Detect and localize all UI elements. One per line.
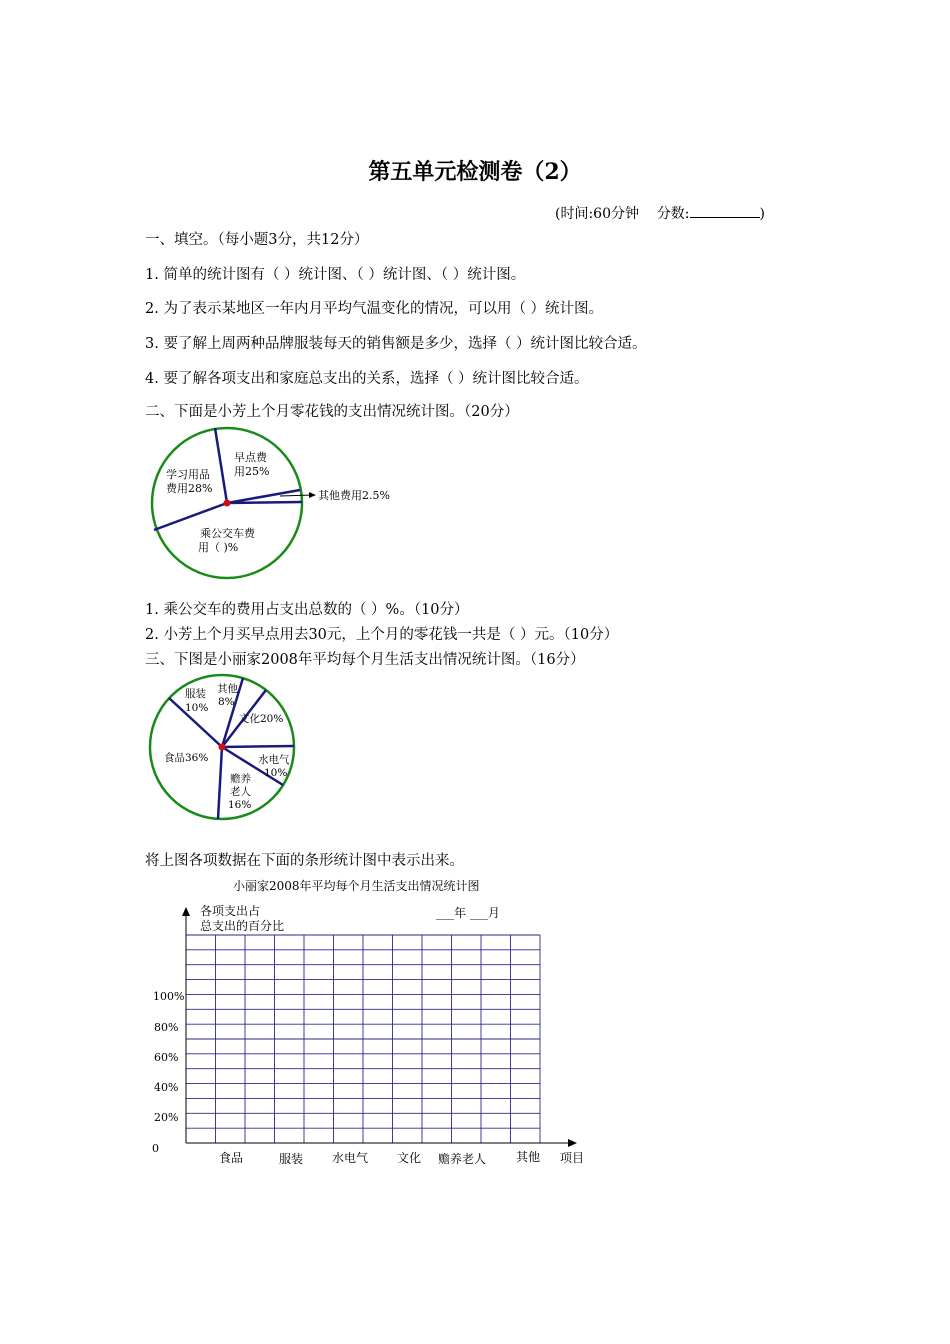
- x-axis-arrow: [568, 1139, 577, 1147]
- pie1-label-supplies-sub: 费用28%: [166, 482, 213, 495]
- pie1-label-breakfast-sub: 用25%: [234, 465, 270, 478]
- x-cat-culture: 文化: [397, 1151, 422, 1165]
- pie2-label-elderly-sub: 老人: [230, 786, 251, 798]
- section2-q1: 1. 乘公交车的费用占支出总数的（ ）%。（10分）: [145, 602, 469, 618]
- section1-heading: 一、填空。（每小题3分，共12分）: [145, 232, 369, 248]
- pie2-radius-6: [218, 747, 222, 819]
- pie1-label-other: 其他费用2.5%: [318, 489, 390, 502]
- x-cat-other: 其他: [516, 1150, 541, 1164]
- x-cat-utilities: 水电气: [332, 1151, 369, 1165]
- section1-q2: 2. 为了表示某地区一年内月平均气温变化的情况，可以用（ ）统计图。: [145, 301, 604, 317]
- date-label: ___年 ___月: [436, 906, 500, 920]
- x-axis-label: 项目: [560, 1151, 585, 1165]
- time-label: (时间:60分钟: [555, 206, 639, 222]
- pie1-label-supplies: 学习用品: [166, 468, 210, 481]
- pie1-leader-arrow: [309, 492, 316, 498]
- pie2-label-elderly: 赡养: [230, 773, 251, 785]
- y-tick-20: 20%: [154, 1111, 179, 1124]
- y-tick-40: 40%: [154, 1081, 179, 1094]
- y-tick-0: 0: [152, 1142, 159, 1155]
- section1-q4: 4. 要了解各项支出和家庭总支出的关系，选择（ ）统计图比较合适。: [145, 371, 589, 387]
- pie2-label-other-sub: 8%: [218, 696, 235, 708]
- pie1-radius-4: [154, 503, 227, 530]
- pie2-center-dot: [219, 744, 226, 751]
- pie-chart-living-expenses: [140, 670, 310, 830]
- section1-q1: 1. 简单的统计图有（ ）统计图、（ ）统计图、（ ）统计图。: [145, 267, 526, 283]
- time-score-line: [555, 203, 765, 223]
- score-blank[interactable]: [690, 203, 760, 218]
- pie2-label-utilities-sub: 10%: [264, 767, 288, 779]
- y-axis-label-2: 总支出的百分比: [200, 919, 285, 933]
- pie1-center-dot: [224, 500, 231, 507]
- y-tick-60: 60%: [154, 1051, 179, 1064]
- pie1-label-bus: 乘公交车费: [200, 527, 255, 540]
- y-axis-arrow: [182, 907, 190, 916]
- pie2-label-clothing: 服装: [185, 688, 206, 700]
- y-tick-100: 100%: [153, 990, 185, 1003]
- bar-chart-grid[interactable]: [140, 895, 600, 1175]
- page-title: 第五单元检测卷（2）: [368, 159, 582, 185]
- bar-chart-title: 小丽家2008年平均每个月生活支出情况统计图: [233, 879, 480, 893]
- section3-instruction: 将上图各项数据在下面的条形统计图中表示出来。: [145, 853, 464, 869]
- score-label: 分数:: [656, 206, 690, 222]
- y-tick-80: 80%: [154, 1021, 179, 1034]
- pie2-label-culture: 文化20%: [239, 713, 284, 725]
- pie1-leader-line: [280, 495, 313, 496]
- meta-close: ): [759, 206, 765, 222]
- pie2-radius-4: [222, 746, 294, 747]
- x-cat-food: 食品: [219, 1151, 244, 1165]
- y-axis-label-1: 各项支出占: [200, 904, 261, 918]
- section1-q3: 3. 要了解上周两种品牌服装每天的销售额是多少，选择（ ）统计图比较合适。: [145, 336, 647, 352]
- pie1-label-breakfast: 早点费: [234, 451, 267, 464]
- pie1-label-bus-sub: 用（ )%: [198, 541, 239, 554]
- bar-grid-lines: [186, 935, 540, 1143]
- pie2-label-clothing-sub: 10%: [185, 702, 209, 714]
- pie1-radius-1: [215, 428, 227, 503]
- section2-q2: 2. 小芳上个月买早点用去30元，上个月的零花钱一共是（ ）元。（10分）: [145, 627, 619, 643]
- pie2-label-utilities: 水电气: [258, 754, 290, 766]
- section3-heading: 三、下图是小丽家2008年平均每个月生活支出情况统计图。（16分）: [145, 652, 585, 668]
- pie2-label-elderly-pct: 16%: [228, 799, 252, 811]
- x-cat-elderly: 赡养老人: [438, 1152, 487, 1166]
- section2-heading: 二、下面是小芳上个月零花钱的支出情况统计图。（20分）: [145, 404, 519, 420]
- pie2-label-other: 其他: [217, 683, 238, 695]
- pie-chart-pocket-money: [140, 420, 420, 590]
- pie2-label-food: 食品36%: [164, 752, 209, 764]
- x-cat-clothing: 服装: [279, 1152, 304, 1166]
- pie1-radius-3: [227, 502, 302, 503]
